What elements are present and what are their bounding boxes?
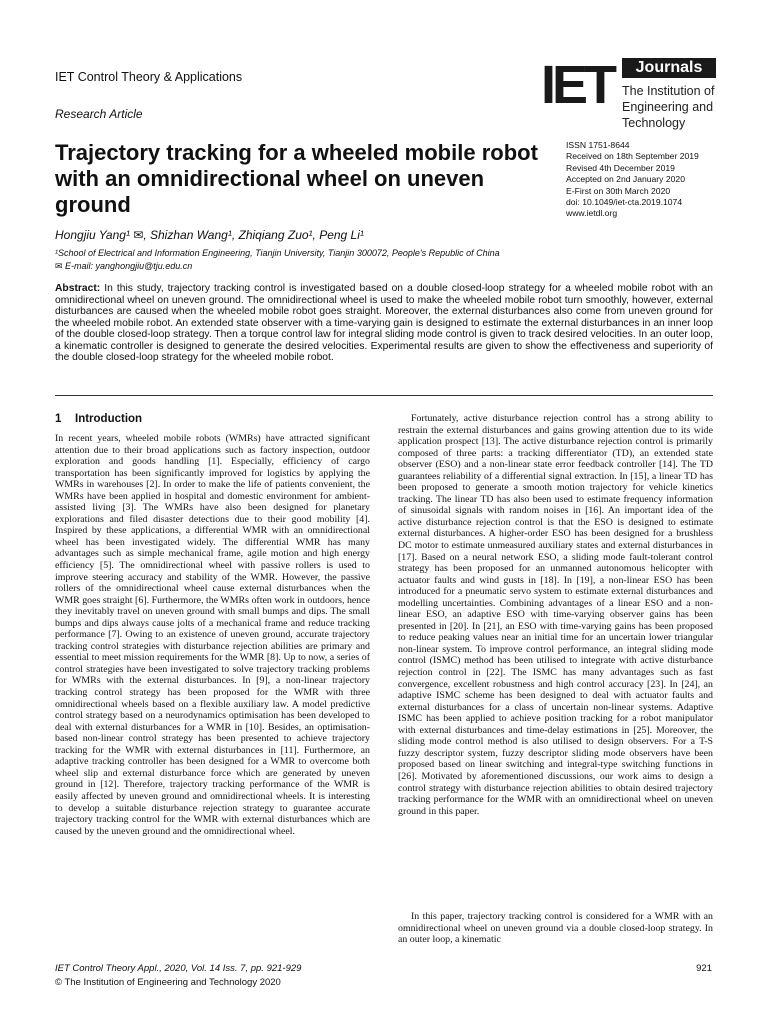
section-number: 1	[55, 413, 62, 425]
journal-name: IET Control Theory & Applications	[55, 70, 243, 84]
section-divider	[55, 395, 713, 396]
institution-line-1: The Institution of	[622, 84, 715, 98]
efirst-date: E-First on 30th March 2020	[566, 185, 671, 196]
institution-line-2: Engineering and Technology	[622, 100, 714, 130]
intro-right-paragraph-1: Fortunately, active disturbance rejection control has a strong ability to restrain the external disturbances and gains growing attention due to its wide application prospect [13]. The active disturbance rejection control is primarily composed of three parts: a tracking differentiator (TD), an extended state observer (ESO) and a non-linear state error feedback controller [14]. The TD guarantees reliability of a differential signal extraction. In [15], a linear TD has been proposed to generate a smooth motion trajectory for vehicle kinetics tracking. The linear TD has also been used to estimate frequency information of sinusoidal signals with random noises in [16]. An important idea of the active disturbance rejection control is that the ESO is designed to estimate external disturbances. A higher-order ESO has been designed for a brushless DC motor to estimate unmeasured auxiliary states and external disturbances in [17]. Based on a neural network ESO, a sliding mode fault-tolerant control strategy has been proposed for an unmanned autonomous helicopter with actuator faults and wind gusts in [18]. In [19], a non-linear ESO has been introduced for a pneumatic servo system to estimate external disturbances and modelling uncertainties. Combining advantages of a linear ESO and a non-linear ESO, an adaptive ESO with time-varying observer gains has been presented in [20]. In [21], an ESO with time-varying gains has been proposed to reduce peaking values near an initial time for an uncertain lower triangular non-linear system. To improve control performance, an integral sliding mode control (ISMC) method has been utilised to integrate with active disturbance rejection control in [22]. The ISMC has many advantages such as fast convergence, excellent robustness and high control accuracy [23]. In [24], an adaptive ISMC scheme has been designed to deal with actuator faults and external disturbances for a class of uncertain non-linear systems. Adaptive ISMC has been applied to achieve position tracking for a robot manipulator with external disturbances and time-delay estimations in [25]. Moreover, the sliding mode control method is also utilised to design observers. For a T-S fuzzy descriptor system, fuzzy descriptor sliding mode observers have been proposed based on linear switching and integral-type switching functions in [26]. Motivated by aforementioned discussions, our work aims to design a control strategy with disturbance rejection abilities to obtain desired trajectory tracking performance for the WMR with an omnidirectional wheel on uneven ground in this paper.	[398, 413, 713, 817]
section-heading	[55, 413, 142, 425]
article-type: Research Article	[55, 107, 143, 121]
abstract-label: Abstract:	[55, 283, 101, 294]
doi[interactable]: doi: 10.1049/iet-cta.2019.1074	[566, 197, 683, 208]
issn: ISSN 1751-8644	[566, 140, 630, 150]
iet-journals-logo	[541, 55, 716, 130]
author-affiliation: ¹School of Electrical and Information Engineering, Tianjin University, Tianjin 300072, People's Republic of China	[55, 248, 500, 258]
intro-right-paragraph-2: In this paper, trajectory tracking control is considered for a WMR with an omnidirectional wheel on uneven ground via a double closed-loop strategy. In an outer loop, a kinematic	[398, 911, 713, 946]
footer-copyright: © The Institution of Engineering and Technology 2020	[55, 977, 281, 988]
article-title: Trajectory tracking for a wheeled mobile robot with an omnidirectional wheel on uneven ground	[55, 140, 538, 217]
website-link[interactable]: www.ietdl.org	[566, 208, 618, 219]
footer-citation-text: IET Control Theory Appl., 2020, Vol. 14 Iss. 7, pp. 921-929	[55, 963, 302, 974]
revised-date: Revised 4th December 2019	[566, 162, 675, 173]
footer-citation	[55, 963, 301, 974]
received-date: Received on 18th September 2019	[566, 151, 699, 162]
journals-badge: Journals	[622, 58, 716, 78]
intro-left-column: In recent years, wheeled mobile robots (WMRs) have attracted significant attention due to their broad applications such as factory inspection, outdoor exploration and goods handling [1]. Especially, efficiency of cargo transportation has been significantly improved for logistics by applying the WMRs in warehouses [2]. In order to make the life of patients convenient, the WMRs have been applied in hospital and domestic environment for ambient-assisted living [3]. The WMRs have also been designed for planetary explorations and filed disaster detections due to their good mobility [4]. Inspired by these applications, a differential WMR with an omnidirectional wheel has been investigated widely. The differential WMR has many advantages such as simple mechanical frame, agile motion and high energy efficiency [5]. The omnidirectional wheel with passive rollers is used to improve steering accuracy and stability of the WMR. However, the passive rollers of the omnidirectional wheel cause external disturbances when the WMR goes straight [6]. Furthermore, the WMRs often work in outdoors, hence they inevitably travel on uneven ground with small bumps and dips. The small bumps and dips always cause jolts of a mechanical frame and reduce tracking performance [7]. Owing to an existence of uneven ground, accurate trajectory tracking control strategies with disturbance rejection abilities are primary and essential to meet mission requirements for the WMR [8]. Up to now, a series of control strategies have been investigated to solve trajectory tracking problems for WMRs with the external disturbances. In [9], a non-linear trajectory tracking control strategy has been proposed for the WMR with three omnidirectional wheels based on a flexible auxiliary law. A model predictive control strategy based on a neurodynamics optimisation has been developed to deal with external disturbances for a WMR in [10]. Besides, an optimisation-based non-linear control strategy has been presented to achieve trajectory tracking for the WMR with external disturbances in [11]. Furthermore, an adaptive tracking controller has been designed for a WMR to overcome both wheel slip and external disturbance force which are generated by uneven ground in [12]. Therefore, trajectory tracking performance of the WMR is easily affected by uneven ground and omnidirectional wheels. It is interesting to develop a suitable disturbance rejection strategy to guarantee accurate trajectory tracking control for the WMR with external disturbances which are caused by the uneven ground and the omnidirectional wheel.	[55, 433, 370, 837]
section-title: Introduction	[75, 413, 143, 425]
author-list: Hongjiu Yang¹ ✉, Shizhan Wang¹, Zhiqiang Zuo¹, Peng Li¹	[55, 228, 364, 242]
abstract-text: In this study, trajectory tracking control is investigated based on a double closed-loop strategy for a wheeled mobile robot with an omnidirectional wheel on uneven ground. The omnidirectional wheel is used to make the wheeled mobile robot turn smoothly, however, external disturbances are caused when the wheeled mobile robot goes straight. Moreover, the external disturbances also come from uneven ground for the wheeled mobile robot. An extended state observer with a time-varying gain is designed to estimate the external disturbances in an inner loop of the double closed-loop strategy. Then a torque control law for integral sliding mode control is given to track desired velocities. In an outer loop, a kinematic controller is designed to generate the desired velocities. Experimental results are given to show the effectiveness and superiority of the double closed-loop strategy for the wheeled mobile robot.	[55, 283, 713, 364]
article-meta	[566, 140, 699, 220]
accepted-date: Accepted on 2nd January 2020	[566, 174, 685, 185]
abstract	[55, 283, 713, 364]
institution-name	[622, 83, 762, 131]
logo-letters: IET	[541, 55, 614, 115]
corresponding-email[interactable]: ✉ E-mail: yanghongjiu@tju.edu.cn	[55, 261, 193, 271]
page-number: 921	[696, 963, 712, 974]
